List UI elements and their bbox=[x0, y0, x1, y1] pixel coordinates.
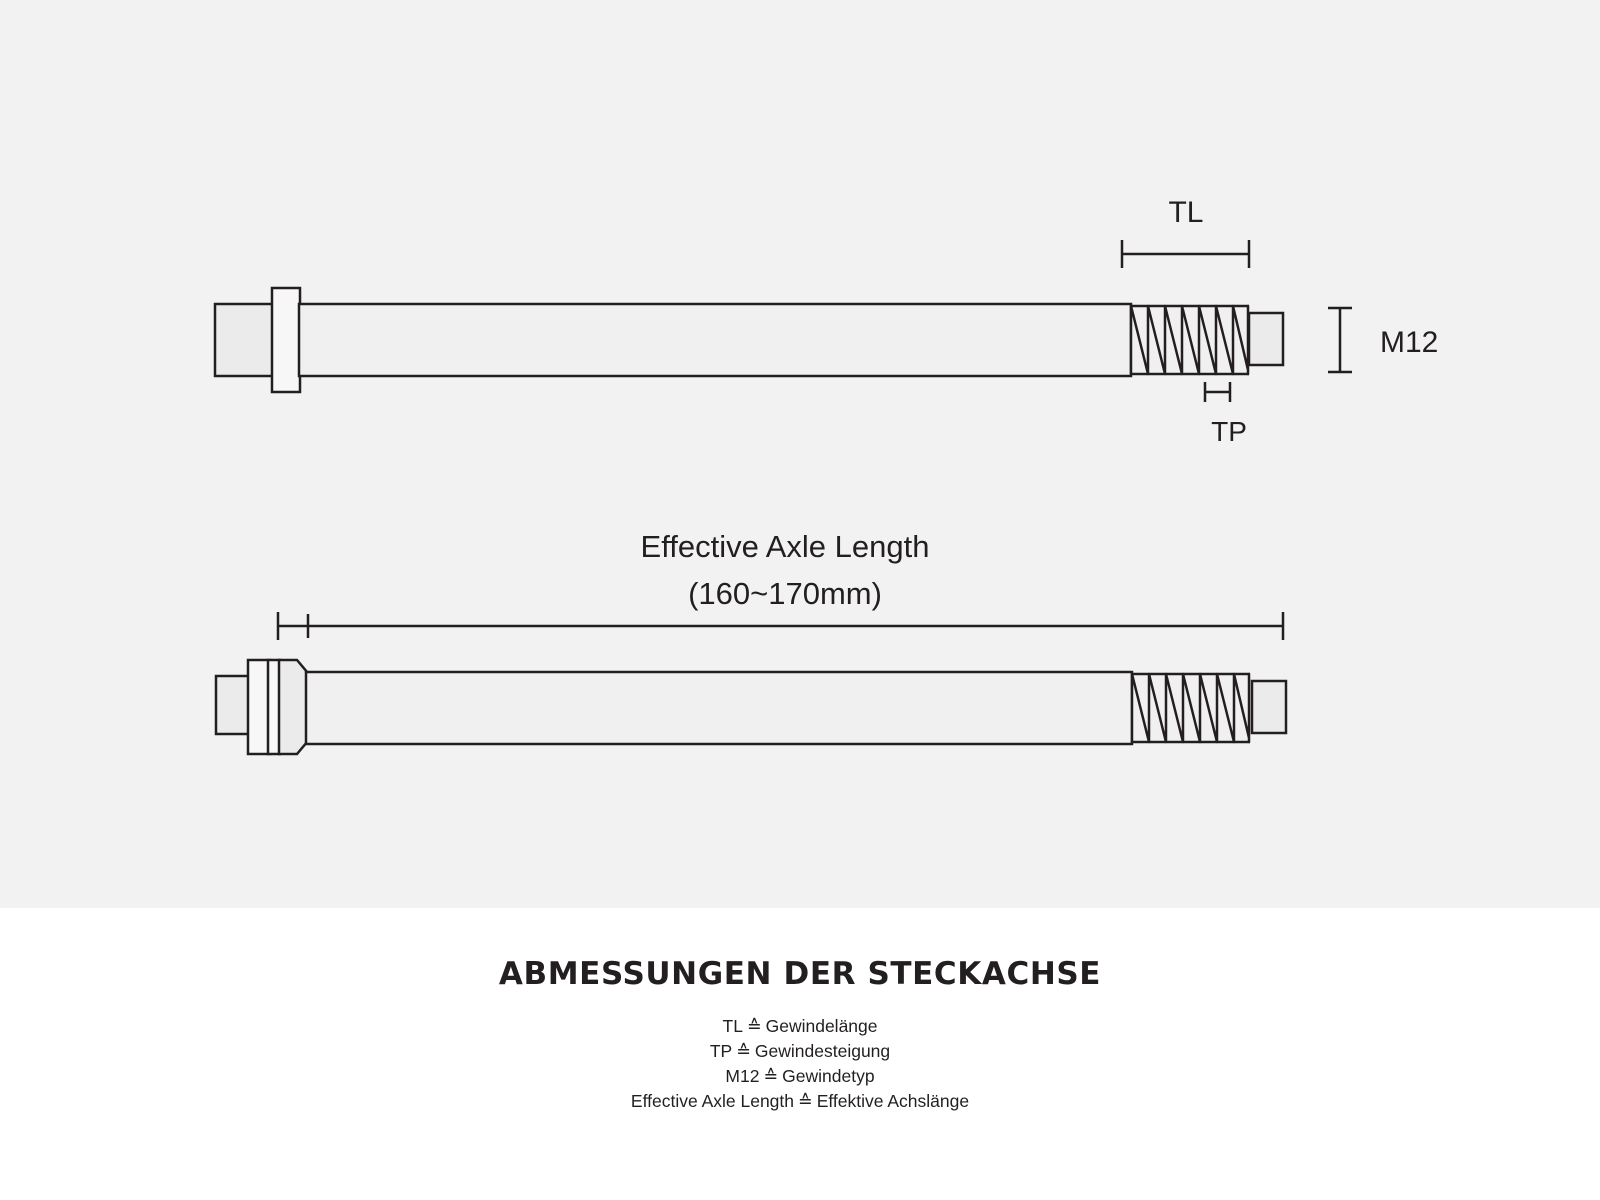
caption-block bbox=[0, 908, 1600, 1200]
top-axle-shaft bbox=[299, 304, 1131, 376]
bottom-axle-tip bbox=[1252, 681, 1286, 733]
bottom-axle-thread-section bbox=[1132, 674, 1250, 742]
top-axle-collar bbox=[272, 288, 300, 392]
thread-pitch-dimension bbox=[1205, 382, 1247, 447]
legend-translation: Effektive Achslänge bbox=[816, 1091, 970, 1111]
bottom-axle-left-stub bbox=[216, 676, 250, 734]
thread-length-dimension bbox=[1122, 196, 1249, 268]
legend-symbol: ≙ bbox=[746, 1016, 762, 1036]
legend-translation: Gewindelänge bbox=[765, 1016, 878, 1036]
effective-axle-length-label: Effective Axle Length bbox=[640, 529, 930, 564]
legend-list bbox=[0, 1014, 1600, 1114]
legend-item bbox=[0, 1064, 1600, 1089]
caption-title: ABMESSUNGEN DER STECKACHSE bbox=[498, 956, 1102, 992]
bottom-axle-group bbox=[216, 660, 1286, 754]
legend-symbol: ≙ bbox=[736, 1041, 751, 1061]
legend-item bbox=[0, 1014, 1600, 1039]
legend-symbol: ≙ bbox=[798, 1091, 813, 1111]
legend-abbr: M12 bbox=[725, 1066, 760, 1086]
effective-axle-length-value: (160~170mm) bbox=[688, 576, 882, 611]
legend-abbr: TP bbox=[709, 1041, 733, 1061]
bottom-axle-taper bbox=[279, 660, 307, 754]
legend-item bbox=[0, 1089, 1600, 1114]
bottom-axle-shaft bbox=[306, 672, 1132, 744]
top-axle-left-stub bbox=[215, 304, 275, 376]
legend-translation: Gewindesteigung bbox=[754, 1041, 891, 1061]
thread-type-label: M12 bbox=[1380, 326, 1439, 359]
legend-symbol: ≙ bbox=[763, 1066, 779, 1086]
top-axle-thread-section bbox=[1131, 306, 1249, 374]
thread-length-label: TL bbox=[1168, 196, 1204, 229]
top-axle-tip bbox=[1249, 313, 1283, 365]
effective-axle-length-dimension bbox=[278, 612, 1283, 640]
thread-pitch-label: TP bbox=[1211, 416, 1247, 447]
bottom-axle-collar-1 bbox=[248, 660, 270, 754]
legend-translation: Gewindetyp bbox=[782, 1066, 875, 1086]
thread-type-dimension bbox=[1328, 308, 1438, 372]
legend-abbr: TL bbox=[722, 1016, 743, 1036]
legend-abbr: Effective Axle Length bbox=[630, 1091, 795, 1111]
top-axle-group bbox=[215, 288, 1283, 392]
legend-item bbox=[0, 1039, 1600, 1064]
